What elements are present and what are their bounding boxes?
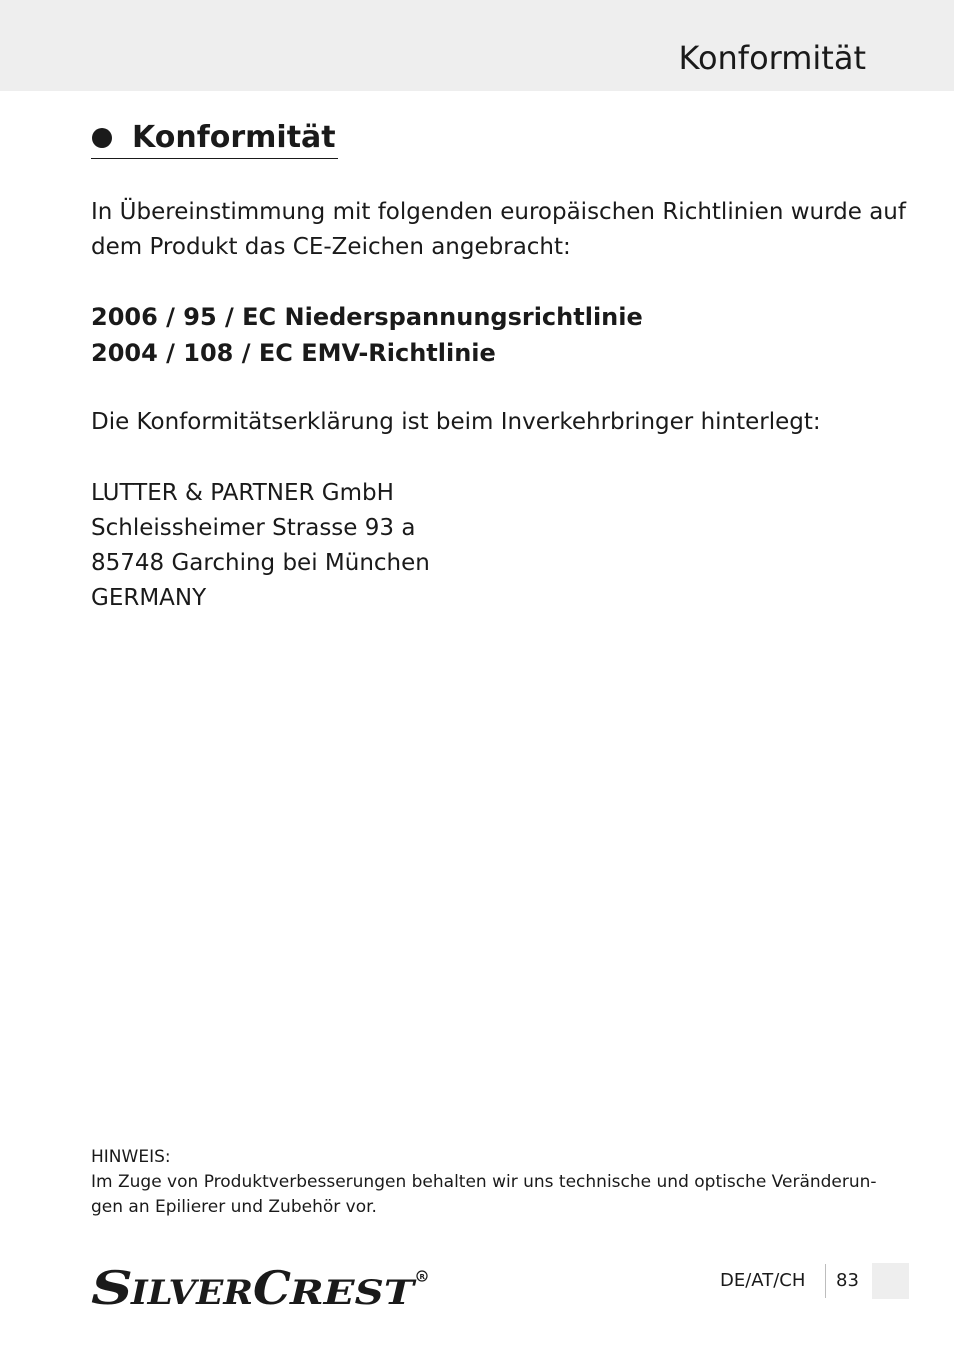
address-city: 85748 Garching bei München <box>91 550 430 576</box>
directives-list <box>91 299 871 371</box>
bullet-icon <box>92 128 112 148</box>
note-block <box>91 1145 881 1220</box>
address-company: LUTTER & PARTNER GmbH <box>91 480 394 506</box>
address-block <box>91 476 871 616</box>
page-number: 83 <box>836 1270 859 1291</box>
address-street: Schleissheimer Strasse 93 a <box>91 515 416 541</box>
intro-line: dem Produkt das CE-Zeichen angebracht: <box>91 234 571 260</box>
svg-text:R: R <box>419 1273 425 1281</box>
note-line: gen an Epilierer und Zubehör vor. <box>91 1197 377 1217</box>
footer-tab-box <box>872 1263 909 1299</box>
section-heading <box>91 118 338 159</box>
intro-line: In Übereinstimmung mit folgenden europäischen Richtlinien wurde auf <box>91 199 906 225</box>
intro-paragraph <box>91 195 906 265</box>
declaration-paragraph <box>91 405 871 440</box>
note-line: Im Zuge von Produktverbesserungen behalten wir uns technische und optische Veränderun- <box>91 1172 877 1192</box>
footer-locale: DE/AT/CH <box>720 1270 806 1291</box>
section-heading-text: Konformität <box>132 120 336 155</box>
note-label: HINWEIS: <box>91 1147 171 1167</box>
svg-text:REST: REST <box>288 1273 418 1310</box>
directive-item: 2006 / 95 / EC Niederspannungsrichtlinie <box>91 303 643 331</box>
declaration-text: Die Konformitätserklärung ist beim Inverkehrbringer hinterlegt: <box>91 409 821 435</box>
brand-logo-icon <box>91 1262 431 1310</box>
silvercrest-logo <box>91 1262 431 1310</box>
address-country: GERMANY <box>91 585 207 611</box>
svg-text:S: S <box>91 1262 133 1310</box>
directive-item: 2004 / 108 / EC EMV-Richtlinie <box>91 339 496 367</box>
svg-text:ILVER: ILVER <box>129 1273 253 1310</box>
svg-text:C: C <box>253 1262 292 1310</box>
page-header-title: Konformität <box>678 39 866 77</box>
footer-divider <box>825 1264 826 1298</box>
